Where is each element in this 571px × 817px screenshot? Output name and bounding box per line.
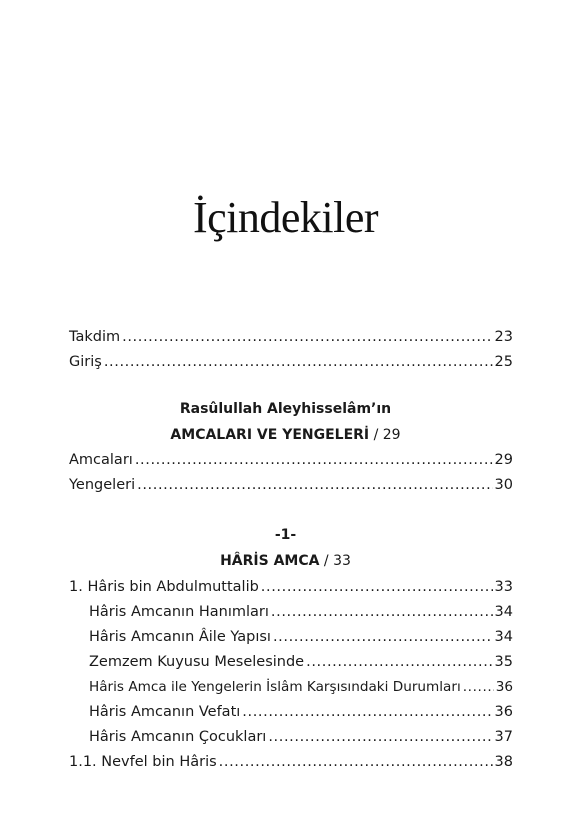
- toc-entry-giris[interactable]: [69, 352, 513, 372]
- section-title: [0, 425, 571, 445]
- toc-entry-page: 35: [494, 654, 513, 670]
- section-title-text: AMCALARI VE YENGELERİ: [170, 427, 370, 443]
- page-title: İçindekiler: [192, 193, 379, 242]
- toc-entry[interactable]: [69, 752, 513, 772]
- dot-leader: [122, 327, 492, 347]
- toc-entry-page: 38: [494, 754, 513, 770]
- toc-entry-page: 23: [494, 329, 513, 345]
- toc-entry-label: Hâris Amcanın Çocukları: [89, 729, 267, 745]
- section-subtitle: [0, 399, 571, 419]
- dot-leader: [135, 450, 493, 470]
- toc-entry-page: 36: [495, 679, 513, 695]
- toc-entry[interactable]: [89, 627, 513, 647]
- dot-leader: [137, 475, 492, 495]
- toc-entry[interactable]: [69, 577, 513, 597]
- toc-entry-label: Hâris Amcanın Hanımları: [89, 604, 269, 620]
- toc-entry-label: 1. Hâris bin Abdulmuttalib: [69, 579, 259, 595]
- section-title-page: / 33: [323, 553, 351, 569]
- dot-leader: [268, 727, 492, 747]
- section-number: [0, 525, 571, 545]
- section-subtitle-text: Rasûlullah Aleyhisselâm’ın: [179, 401, 392, 417]
- toc-entry-takdim[interactable]: [69, 327, 513, 347]
- toc-entry[interactable]: [89, 677, 513, 697]
- toc-entry-page: 37: [494, 729, 513, 745]
- dot-leader: [271, 602, 493, 622]
- toc-entry-page: 30: [494, 477, 513, 493]
- toc-entry-label: Zemzem Kuyusu Meselesinde: [89, 654, 305, 670]
- toc-entry-label: Hâris Amca ile Yengelerin İslâm Karşısındaki Durumları: [89, 679, 461, 695]
- toc-entry-yengeleri[interactable]: [69, 475, 513, 495]
- toc-entry-label: Amcaları: [69, 452, 133, 468]
- toc-entry-label: Yengeleri: [69, 477, 136, 493]
- toc-entry[interactable]: [89, 602, 513, 622]
- section-title-text: HÂRİS AMCA: [220, 553, 320, 569]
- toc-entry[interactable]: [89, 727, 513, 747]
- toc-entry-page: 25: [494, 354, 513, 370]
- dot-leader: [104, 352, 493, 372]
- dot-leader: [273, 627, 493, 647]
- toc-entry-page: 29: [494, 452, 513, 468]
- toc-entry-label: Takdim: [69, 329, 121, 345]
- toc-entry-page: 34: [494, 604, 513, 620]
- toc-entry-page: 33: [494, 579, 513, 595]
- dot-leader: [219, 752, 493, 772]
- toc-entry-page: 34: [494, 629, 513, 645]
- toc-entry-label: 1.1. Nevfel bin Hâris: [69, 754, 217, 770]
- toc-entry[interactable]: [89, 702, 513, 722]
- dot-leader: [306, 652, 492, 672]
- section-title-page: / 29: [373, 427, 401, 443]
- toc-entry-label: Giriş: [69, 354, 102, 370]
- toc-entry-label: Hâris Amcanın Vefatı: [89, 704, 241, 720]
- section-number-text: -1-: [274, 527, 297, 543]
- section-title: [0, 551, 571, 571]
- toc-entry-amcalari[interactable]: [69, 450, 513, 470]
- dot-leader: [242, 702, 492, 722]
- dot-leader: [463, 677, 494, 697]
- toc-entry-page: 36: [494, 704, 513, 720]
- toc-entry[interactable]: [89, 652, 513, 672]
- dot-leader: [261, 577, 493, 597]
- toc-entry-label: Hâris Amcanın Âile Yapısı: [89, 629, 271, 645]
